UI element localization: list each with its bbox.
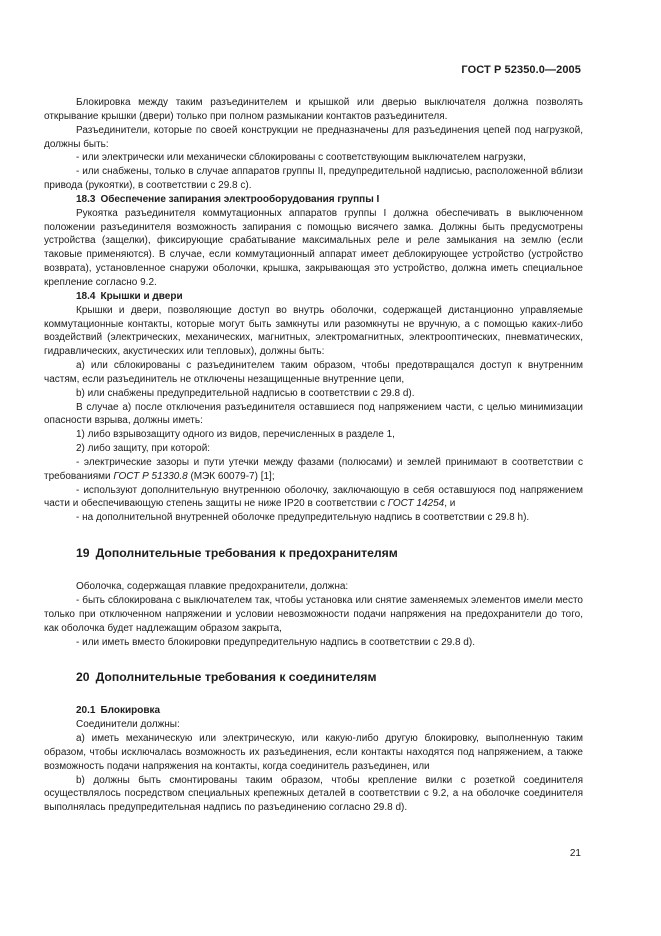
list-item: - или снабжены, только в случае аппаратов группы II, предупредительной надписью, расположенной вблизи привода (рукоятки), в соответствии с 29.8 c). — [44, 166, 583, 192]
list-item — [44, 456, 583, 484]
paragraph: Разъединители, которые по своей конструкции не предназначены для разъединения цепей под нагрузкой, должны быть: — [44, 124, 583, 150]
paragraph: Блокировка между таким разъединителем и крышкой или дверью выключателя должна позволять открывание крышки (двери) только при полном размыкании контактов разъединителя. — [44, 97, 583, 122]
paragraph: Оболочка, содержащая плавкие предохранители, должна: — [76, 581, 349, 593]
section-heading-19 — [44, 545, 583, 561]
section-heading-20 — [44, 669, 583, 685]
list-item: a) иметь механическую или электрическую, или какую-либо другую блокировку, выполненную таким образом, чтобы исключалась возможность их разъединения, если контакты находятся под напряжением, а также возможность подачи напряжения на контакты, когда соединитель разъединен, или — [44, 733, 583, 772]
text-run: (МЭК 60079-7) [1]; — [187, 470, 275, 482]
section-title: Дополнительные требования к соединителям — [95, 670, 377, 685]
text-run: , и — [444, 498, 456, 510]
subsection-heading-18-3 — [44, 193, 583, 207]
subsection-title: Обеспечение запирания электрооборудования группы I — [100, 193, 380, 205]
paragraph: В случае a) после отключения разъединителя оставшиеся под напряжением части, с целью минимизации опасности взрыва, должны иметь: — [44, 401, 583, 427]
standard-reference: ГОСТ 14254 — [387, 498, 445, 510]
list-item: b) или снабжены предупредительной надписью в соответствии с 29.8 d). — [76, 387, 415, 399]
list-item: - на дополнительной внутренней оболочке предупредительную надпись в соответствии с 29.8 h). — [76, 512, 530, 524]
subsection-heading-20-1 — [44, 704, 583, 718]
list-item: b) должны быть смонтированы таким образом, чтобы крепление вилки с розеткой соединителя осуществлялось посредством специальных крепежных деталей в соответствии с 9.2, а на оболочке соединителя выполнялась предупредительная надпись по разъединению согласно 29.8 d). — [44, 774, 583, 814]
section-number: 19 — [76, 546, 90, 561]
list-item: - быть сблокирована с выключателем так, чтобы установка или снятие заменяемых элементов имели место только при отключенном напряжении и условии невозможности подачи напряжения на предохранители до того, как оболочка будет надлежащим образом закрыта, — [44, 595, 583, 634]
subsection-heading-18-4 — [44, 290, 583, 304]
text-run: - используют дополнительную внутреннюю оболочку, заключающую в себя оставшуюся под напряжением части и обеспечивающую степень защиты не ниже IP20 в соответствии с — [44, 484, 583, 510]
paragraph: Соединители должны: — [76, 719, 180, 731]
page-number: 21 — [569, 848, 581, 859]
list-item: 1) либо взрывозащиту одного из видов, перечисленных в разделе 1, — [76, 429, 395, 441]
standard-reference: ГОСТ Р 51330.8 — [113, 470, 188, 482]
text-run: - электрические зазоры и пути утечки между фазами (полюсами) и землей принимают в соответствии с требованиями — [44, 456, 583, 482]
list-item — [44, 484, 583, 512]
document-code: ГОСТ Р 52350.0—2005 — [461, 64, 581, 76]
page-body — [44, 96, 583, 815]
paragraph: Крышки и двери, позволяющие доступ во внутрь оболочки, содержащей дистанционно управляемые коммутационные контакты, которые могут быть замкнуты или разомкнуты не вручную, а с помощью каких-либо воздействий (электрических, механических, магнитных, электромагнитных, электрооптических, пневматических, гидравлических, акустических или тепловых), должны быть: — [44, 304, 583, 358]
list-item: - или электрически или механически сблокированы с соответствующим выключателем нагрузки, — [76, 152, 526, 164]
subsection-number: 18.4 — [76, 290, 96, 302]
subsection-title: Блокировка — [100, 705, 161, 717]
paragraph: Рукоятка разъединителя коммутационных аппаратов группы I должна обеспечивать в выключенном положении разъединителя возможность запирания с помощью висячего замка. Должны быть предусмотрены устройства (защелки), фиксирующие срабатывание максимальных реле и реле замыкания на землю (если таковые применяются). В случае, если коммутационный аппарат имеет деблокирующее устройство (устройство возврата), установленное снаружи оболочки, крышка, закрывающая это устройство, должна иметь специальное крепление согласно 9.2. — [44, 207, 584, 288]
subsection-number: 20.1 — [76, 705, 96, 717]
section-title: Дополнительные требования к предохранителям — [95, 546, 398, 561]
section-number: 20 — [76, 670, 90, 685]
subsection-title: Крышки и двери — [100, 290, 183, 302]
list-item: a) или сблокированы с разъединителем таким образом, чтобы предотвращался доступ к внутренним частям, если разъединитель не отключены незащищенные внутренние цепи, — [44, 360, 583, 385]
list-item: 2) либо защиту, при которой: — [76, 443, 211, 455]
subsection-number: 18.3 — [76, 193, 96, 205]
list-item: - или иметь вместо блокировки предупредительную надпись в соответствии с 29.8 d). — [76, 636, 475, 648]
